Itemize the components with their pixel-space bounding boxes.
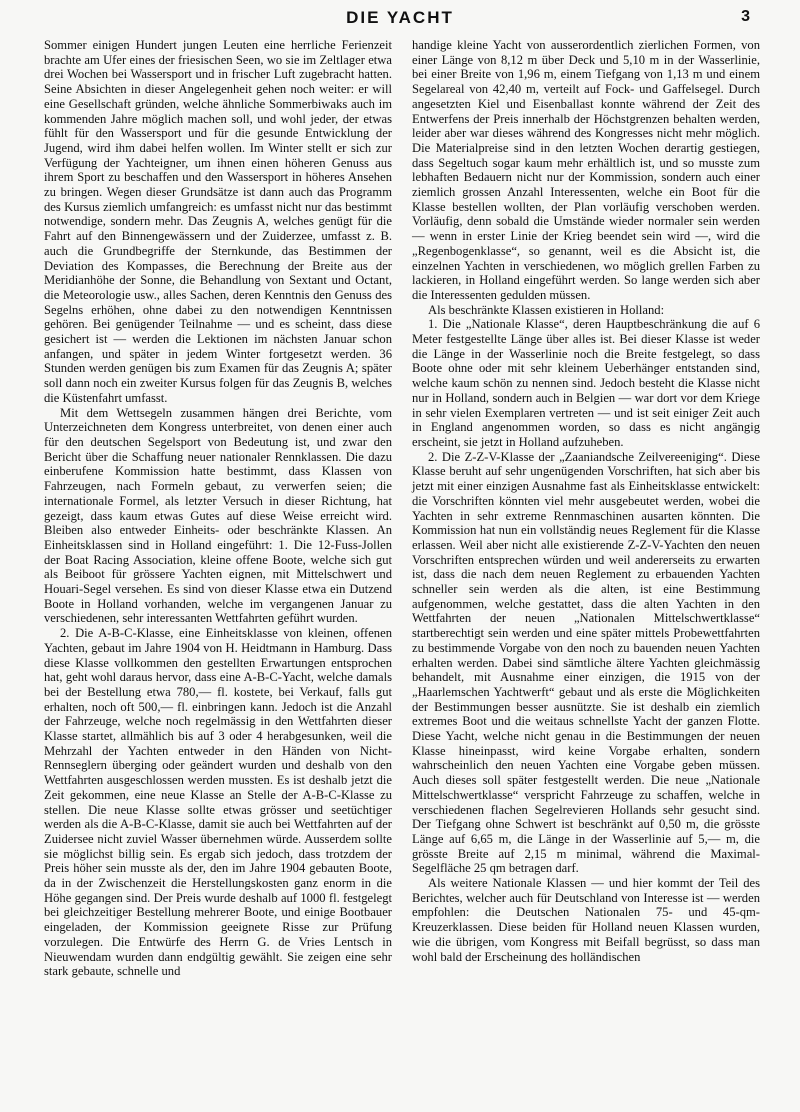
paragraph: 2. Die A-B-C-Klasse, eine Einheitsklasse von kleinen, offenen Yachten, gebaut im Jahre 1904 von H. Heidtmann in Hamburg. Dass diese Klasse vollkommen den gestellten Erwartungen entsprochen hat, geht wohl daraus hervor, dass eine A-B-C-Yacht, welche damals bei der Bestellung etwa 780,— fl. kostete, bei Verkauf, falls gut erhalten, noch oft 500,— fl. einbringen kann. Jedoch ist die Anzahl der Fahrzeuge, welche noch regelmässig in den Wettfahrten dieser Klasse startet, allmählich bis auf 3 oder 4 herabgesunken, weil die Mehrzahl der Yachten entweder in den Händen von Nicht-Rennseglern überging oder geändert wurden und deshalb von den Wettfahrten ausgeschlossen werden mussten. Es ist deshalb jetzt die Zeit gekommen, eine neue Klasse an Stelle der A-B-C-Klasse zu stellen. Die neue Klasse sollte etwas grösser und seetüchtiger werden als die A-B-C-Klasse, damit sie auch bei Wettfahrten auf der Zuidersee nicht zuviel Wasser übernehmen würde. Ausserdem sollte sie möglichst billig sein. Es ergab sich jedoch, dass trotzdem der Preis höher sein musste als der, den im Jahre 1904 gebauten Boote, da in der Zwischenzeit die Herstellungskosten ganz enorm in die Höhe gegangen sind. Der Preis wurde deshalb auf 1000 fl. festgelegt bei gleichzeitiger Bestellung mehrerer Boote, und einige Bootbauer eingeladen, der Kommission geeignete Risse zur Prüfung vorzulegen. Die Entwürfe des Herrn G. de Vries Lentsch in Nieuwendam wurden dann endgültig gewählt. Sie zeigen eine sehr stark gebaute, schnelle und: [44, 626, 392, 979]
paragraph: Als beschränkte Klassen existieren in Holland:: [428, 302, 665, 317]
paragraph: 1. Die „Nationale Klasse“, deren Hauptbeschränkung die auf 6 Meter festgestellte Länge über alles ist. Bei dieser Klasse ist weder die Länge in der Wasserlinie noch die Breite festgelegt, so dass Boote ohne oder mit sehr kleinem Ueberhänger entstanden sind, welche kaum schön zu nennen sind. Jedoch besteht die Klasse nicht nur in Holland, sondern auch in Belgien — war dort vor dem Kriege in sehr vielen Exemplaren vertreten — und ist seit einiger Zeit auch in England angenommen worden, so dass es nicht angängig erscheint, sie jetzt in Holland aufzuheben.: [412, 317, 760, 449]
article-body: [44, 38, 760, 1100]
paragraph: handige kleine Yacht von ausserordentlich zierlichen Formen, von einer Länge von 8,12 m über Deck und 5,10 m in der Wasserlinie, bei einer Breite von 1,96 m, einem Tiefgang von 1,13 m und einem Segelareal von 42,40 m, verteilt auf Fock- und Gaffelsegel. Durch angesetzten Kiel und Eisenballast konnte während der Zeit des Entwerfens der Preis innerhalb der Höchstgrenzen behalten werden, leider aber war dieses während des Kongresses nicht mehr möglich. Die Materialpreise sind in den letzten Wochen derartig gestiegen, dass Segeltuch sogar kaum mehr erhältlich ist, und so musste zum lebhaften Bedauern nicht nur der Kommission, sondern auch einer ziemlich grossen Anzahl Interessenten, welche ein Boot für die Klasse bestellen wollten, der Plan vorläufig verschoben werden. Vorläufig, denn sobald die Umstände wieder normaler sein werden — wenn in erster Linie der Krieg beendet sein wird —, wird die „Regenbogenklasse“, so genannt, weil es die Absicht ist, die einzelnen Yachten in verschiedenen, wo möglich grellen Farben zu lackieren, in Holland eingeführt werden. So lange werden sich aber die Interessenten gedulden müssen.: [412, 38, 760, 302]
paragraph: 2. Die Z-Z-V-Klasse der „Zaaniandsche Zeilvereeniging“. Diese Klasse beruht auf sehr ungenügenden Vorschriften, hat sich aber bis jetzt mit einer einzigen Ausnahme fast als Einheitsklasse entwickelt: die Vorschriften könnten viel mehr ausgebeutet werden, wobei die Yachten in sehr extreme Rennmaschinen ausarten könnten. Die Kommission hat nun ein vollständig neues Reglement für die Klasse erlassen. Weil aber nicht alle existierende Z-Z-V-Yachten den neuen Vorschriften entsprechen würden und weil andererseits zu erwarten ist, dass die nach dem neuen Reglement zu erbauenden Yachten schneller sein werden als die alten, ist eine Bestimmung aufgenommen, welche gestattet, dass die alten Yachten in den Wettfahrten der neuen „Nationalen Mittelschwertklasse“ startberechtigt sein werden und eine später mittels Probewettfahrten zu bestimmende Vorgabe von den noch zu bauenden neuen Yachten erhalten werden. Dabei sind sämtliche ältere Yachten gleichmässig behandelt, mit Ausnahme einer einzigen, die 1915 von der „Haarlemschen Yachtwerft“ gebaut und als erste die Möglichkeiten der Bestimmungen besser ausnützte. Sie ist deshalb ein ziemlich extremes Boot und die weitaus schnellste Yacht der ganzen Flotte. Diese Yacht, welche nicht genau in die Bestimmungen der neuen Klasse hineinpasst, wird keine Vorgabe erhalten, sondern wahrscheinlich den neuen Yachten eine Vorgabe geben müssen. Auch dieses soll später festgestellt werden. Die neue „Nationale Mittelschwertklasse“ verspricht Fahrzeuge zu schaffen, welche in verschiedenen flachen Segelrevieren Hollands sehr gesucht sind. Der Tiefgang ohne Schwert ist beschränkt auf 0,50 m, die grösste Länge auf 6,65 m, die Länge in der Wasserlinie auf 5,— m, die grösste Breite auf 2,15 m minimal, während die Maximal-Segelfläche 25 qm betragen darf.: [412, 449, 760, 876]
paragraph: Als weitere Nationale Klassen — und hier kommt der Teil des Berichtes, welcher auch für Deutschland von Interesse ist — werden empfohlen: die Deutschen Nationalen 75- und 45-qm-Kreuzerklassen. Diese beiden für Holland neuen Klassen wurden, wie die übrigen, vom Kongress mit Beifall begrüsst, so dass man wohl bald der Erscheinung des holländischen: [412, 876, 760, 964]
page-number: 3: [741, 8, 750, 25]
paragraph: Sommer einigen Hundert jungen Leuten eine herrliche Ferienzeit brachte am Ufer eines der friesischen Seen, wo sie im Zeltlager etwa drei Wochen bei Wassersport und in frischer Luft zugebracht hatten. Seine Absichten in dieser Angelegenheit gehen noch weiter: er will eine Gesellschaft gründen, welche ähnliche Sommerbiwaks auch im kommenden Jahre möglich machen soll, und wohl jeder, der etwas fühlt für den Wassersport und für die gesunde Entwicklung der Jugend, wird ihm dabei helfen wollen. Im Winter stellt er sich zur Verfügung der Yachteigner, um ihnen einen höheren Genuss aus ihrem Sport zu beschaffen und den Wassersport in höheres Ansehen zu bringen. Wegen dieser Grundsätze ist dann auch das Programm des Kursus ziemlich umfangreich: es umfasst nicht nur das bestimmt notwendige, sondern mehr. Das Zeugnis A, welches genügt für die Fahrt auf den Binnengewässern und der Zuiderzee, umfasst z. B. auch die Grundbegriffe der Sternkunde, das Bestimmen der Deviation des Kompasses, die Berechnung der Breite aus der Meridianhöhe der Sonne, die Behandlung von Sextant und Octant, die Meteorologie usw., alles Sachen, deren Kenntnis den Genuss des Segelns erhöhen, ohne dabei zu den notwendigen Kenntnissen gehören. Bei genügender Teilnahme — und es scheint, dass diese gesichert ist — werden die Lektionen im nächsten Januar schon anfangen, und später in jedem Winter fortgesetzt werden. 36 Stunden werden genügen bis zum Examen für das Zeugnis A; später soll dann noch ein zweiter Kursus folgen für das Zeugnis B, welches die Küstenfahrt umfasst.: [44, 38, 392, 405]
left-column: [44, 38, 392, 1100]
page-header: [0, 8, 800, 30]
running-head: DIE YACHT: [346, 8, 454, 27]
paragraph: Mit dem Wettsegeln zusammen hängen drei Berichte, vom Unterzeichneten dem Kongress unterbreitet, von denen einer auch für den deutschen Segelsport von Bedeutung ist, und zwar den Bericht über die Schaffung neuer nationaler Rennklassen. Die dazu einberufene Kommission hatte bestimmt, dass Klassen von Fahrzeugen, nach Formeln gebaut, zu verwerfen seien; die internationale Formel, als letzter Versuch in dieser Richtung, hat gezeigt, dass kaum etwas Gutes auf diese Weise erreicht wird. Bleiben also entweder Einheits- oder beschränkte Klassen. An Einheitsklassen sind in Holland eingeführt: 1. Die 12-Fuss-Jollen der Boat Racing Association, kleine offene Boote, welche sich gut als Beiboot für grössere Yachten eignen, mit Mittelschwert und Houari-Segel versehen. Es sind von dieser Klasse etwa ein Dutzend Boote in Holland vorhanden, welche im vergangenen Januar zu verschiedenen, sehr interessanten Wettfahrten geführt wurden.: [44, 405, 392, 626]
right-column: [412, 38, 760, 1100]
